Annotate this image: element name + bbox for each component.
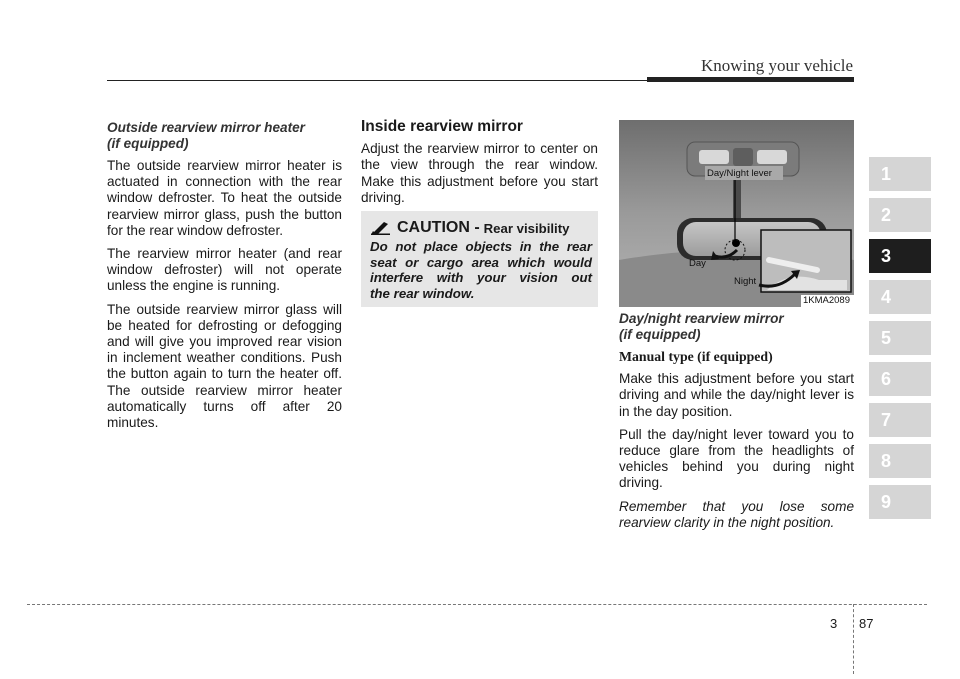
heater-paragraph-1: The outside rearview mirror heater is actuated in connection with the rear window defroster. To heat the outside rearview mirror glass, push the button for the rear window defroster. — [107, 158, 342, 238]
caution-text — [370, 239, 592, 301]
heater-heading-line2: (if equipped) — [107, 136, 189, 151]
heater-paragraph-3: The outside rearview mirror glass will be heated for defrosting or defogging and will give you improved rear vision in inclement weather conditions. Push the button again to turn the heater off. The outside rearview mirror heater automatically turns off after 20 minutes. — [107, 301, 342, 431]
heater-heading — [107, 120, 342, 152]
day-night-heading-line1: Day/night rearview mirror — [619, 311, 784, 326]
caution-label: CAUTION - — [397, 219, 480, 236]
day-night-paragraph-3: Remember that you lose some rearview clarity in the night position. — [619, 498, 854, 530]
inside-mirror-paragraph: Adjust the rearview mirror to center on the view through the rear window. Make this adjustment before you start driving. — [361, 141, 598, 205]
manual-type-subheading: Manual type (if equipped) — [619, 349, 773, 364]
callout-day: Day — [689, 258, 706, 269]
chapter-tab-1[interactable]: 1 — [869, 157, 931, 191]
callout-day-night-lever: Day/Night lever — [707, 168, 772, 179]
day-night-heading — [619, 311, 854, 343]
mirror-illustration — [619, 120, 854, 307]
day-night-paragraph-2: Pull the day/night lever toward you to reduce glare from the headlights of vehicles behind you during night driving. — [619, 426, 854, 491]
caution-line-2: seat or cargo area which would — [370, 254, 592, 270]
chapter-tab-6[interactable]: 6 — [869, 362, 931, 396]
heater-paragraph-2: The rearview mirror heater (and rear window defroster) will not operate unless the engine is running. — [107, 246, 342, 294]
day-night-paragraph-1: Make this adjustment before you start driving and while the day/night lever is in the day position. — [619, 371, 854, 419]
caution-header — [371, 219, 569, 237]
caution-subject: Rear visibility — [483, 220, 570, 236]
caution-box — [361, 211, 598, 307]
footer-page-number: 87 — [859, 616, 874, 631]
callout-night: Night — [734, 276, 757, 287]
chapter-tab-3[interactable]: 3 — [869, 239, 931, 273]
footer-page-divider — [853, 604, 854, 674]
caution-line-3: interfere with your vision out — [370, 270, 592, 285]
chapter-tab-8[interactable]: 8 — [869, 444, 931, 478]
chapter-tab-9[interactable]: 9 — [869, 485, 931, 519]
header-section-title: Knowing your vehicle — [700, 56, 853, 75]
inside-mirror-title: Inside rearview mirror — [361, 118, 523, 135]
header-rule — [107, 80, 647, 81]
middle-column — [361, 119, 598, 213]
footer-chapter-number: 3 — [830, 616, 838, 631]
chapter-tab-4[interactable]: 4 — [869, 280, 931, 314]
footer-divider — [27, 604, 927, 605]
caution-line-4: the rear window. — [370, 285, 475, 301]
chapter-tab-2[interactable]: 2 — [869, 198, 931, 232]
left-column — [107, 120, 342, 438]
header-rule-bar — [647, 77, 854, 82]
caution-line-1: Do not place objects in the rear — [370, 239, 592, 254]
heater-heading-line1: Outside rearview mirror heater — [107, 120, 305, 135]
right-column — [619, 311, 854, 538]
chapter-tab-5[interactable]: 5 — [869, 321, 931, 355]
chapter-tab-7[interactable]: 7 — [869, 403, 931, 437]
day-night-heading-line2: (if equipped) — [619, 327, 701, 342]
pencil-icon — [371, 221, 391, 235]
figure-code: 1KMA2089 — [803, 295, 851, 306]
